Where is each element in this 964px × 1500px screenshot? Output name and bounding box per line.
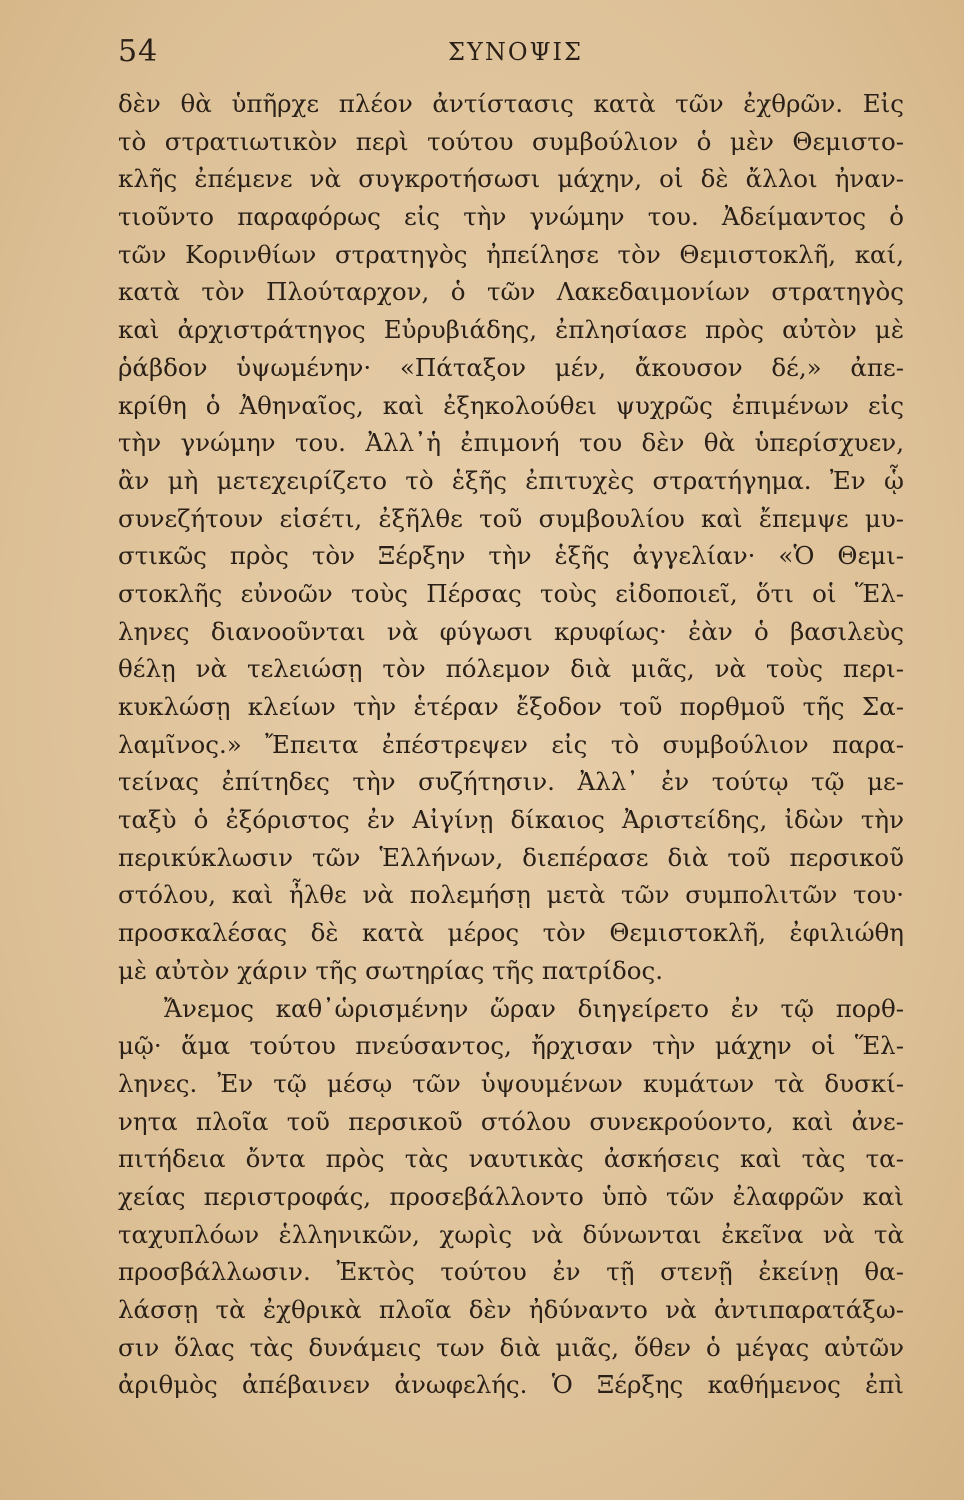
text-line: κλῆς ἐπέμενε νὰ συγκροτήσωσι μάχην, οἱ δὲ ἄλλοι ἠναν- [118,164,904,194]
text-line: νητα πλοῖα τοῦ περσικοῦ στόλου συνεκρούοντο, καὶ ἀνε- [118,1106,904,1136]
text-line: τὸ στρατιωτικὸν περὶ τούτου συμβούλιον ὁ μὲν Θεμιστο- [118,126,904,156]
text-line: ληνες. Ἐν τῷ μέσῳ τῶν ὑψουμένων κυμάτων τὰ δυσκί- [118,1068,904,1098]
paragraph-end-line: μὲ αὐτὸν χάριν τῆς σωτηρίας τῆς πατρίδος. [118,955,664,985]
text-line: λαμῖνος.» Ἔπειτα ἐπέστρεψεν εἰς τὸ συμβούλιον παρα- [118,729,904,759]
page-header [118,34,908,74]
page-number: 54 [118,34,159,69]
text-line: συνεζήτουν εἰσέτι, ἐξῆλθε τοῦ συμβουλίου καὶ ἔπεμψε μυ- [118,503,904,533]
text-line: χείας περιστροφάς, προσεβάλλοντο ὑπὸ τῶν ἐλαφρῶν καὶ [118,1181,904,1211]
text-line: κυκλώσῃ κλείων τὴν ἑτέραν ἔξοδον τοῦ πορθμοῦ τῆς Σα- [118,692,904,721]
text-line: δὲν θὰ ὑπῆρχε πλέον ἀντίστασις κατὰ τῶν ἐχθρῶν. Εἰς [118,89,904,118]
text-line: ταχυπλόων ἑλληνικῶν, χωρὶς νὰ δύνωνται ἐκεῖνα νὰ τὰ [118,1219,904,1249]
text-line: ῥάβδον ὑψωμένην· «Πάταξον μέν, ἄκουσον δέ,» ἀπε- [118,352,904,382]
text-line: στικῶς πρὸς τὸν Ξέρξην τὴν ἑξῆς ἀγγελίαν· «Ὁ Θεμι- [118,541,904,571]
text-line: τιοῦντο παραφόρως εἰς τὴν γνώμην του. Ἀδείμαντος ὁ [118,202,904,232]
text-line: κατὰ τὸν Πλούταρχον, ὁ τῶν Λακεδαιμονίων στρατηγὸς [118,277,904,307]
text-line: τὴν γνώμην του. Ἀλλ᾽ἡ ἐπιμονή του δὲν θὰ ὑπερίσχυεν, [118,428,904,458]
text-line: περικύκλωσιν τῶν Ἑλλήνων, διεπέρασε διὰ τοῦ περσικοῦ [118,842,904,872]
text-line: σιν ὅλας τὰς δυνάμεις των διὰ μιᾶς, ὅθεν ὁ μέγας αὐτῶν [118,1332,904,1362]
text-line: τείνας ἐπίτηδες τὴν συζήτησιν. Ἀλλ᾽ ἐν τούτῳ τῷ με- [118,767,904,797]
text-line: στοκλῆς εὐνοῶν τοὺς Πέρσας τοὺς εἰδοποιεῖ, ὅτι οἱ Ἕλ- [118,578,904,608]
text-line: ταξὺ ὁ ἐξόριστος ἐν Αἰγίνῃ δίκαιος Ἀριστείδης, ἰδὼν τὴν [118,805,904,835]
text-line: καὶ ἀρχιστράτηγος Εὐρυβιάδης, ἐπλησίασε πρὸς αὐτὸν μὲ [118,315,904,345]
text-line: τῶν Κορινθίων στρατηγὸς ἠπείλησε τὸν Θεμιστοκλῆ, καί, [118,239,904,269]
text-line: πιτήδεια ὄντα πρὸς τὰς ναυτικὰς ἀσκήσεις καὶ τὰς τα- [118,1144,904,1174]
running-head: ΣΥΝΟΨΙΣ [448,38,583,66]
text-line: ἀριθμὸς ἀπέβαινεν ἀνωφελής. Ὁ Ξέρξης καθήμενος ἐπὶ [118,1370,904,1400]
paragraph-start-line: Ἄνεμος καθ᾽ὡρισμένην ὥραν διηγείρετο ἐν τῷ πορθ- [164,993,904,1023]
text-line: προσβάλλωσιν. Ἐκτὸς τούτου ἐν τῇ στενῇ ἐκείνῃ θα- [118,1257,904,1287]
text-line: κρίθη ὁ Ἀθηναῖος, καὶ ἐξηκολούθει ψυχρῶς ἐπιμένων εἰς [118,390,904,420]
body-text [118,85,904,1404]
text-line: ἂν μὴ μετεχειρίζετο τὸ ἑξῆς ἐπιτυχὲς στρατήγημα. Ἐν ᾧ [118,465,904,495]
text-line: μῷ· ἅμα τούτου πνεύσαντος, ἤρχισαν τὴν μάχην οἱ Ἕλ- [118,1031,904,1061]
text-line: λάσσῃ τὰ ἐχθρικὰ πλοῖα δὲν ἠδύναντο νὰ ἀντιπαρατάξω- [118,1295,904,1324]
text-line: ληνες διανοοῦνται νὰ φύγωσι κρυφίως· ἐὰν ὁ βασιλεὺς [118,616,904,646]
text-line: στόλου, καὶ ἦλθε νὰ πολεμήσῃ μετὰ τῶν συμπολιτῶν του· [118,880,904,910]
text-line: προσκαλέσας δὲ κατὰ μέρος τὸν Θεμιστοκλῆ, ἐφιλιώθη [118,918,904,948]
text-line: θέλῃ νὰ τελειώσῃ τὸν πόλεμον διὰ μιᾶς, νὰ τοὺς περι- [118,654,904,684]
